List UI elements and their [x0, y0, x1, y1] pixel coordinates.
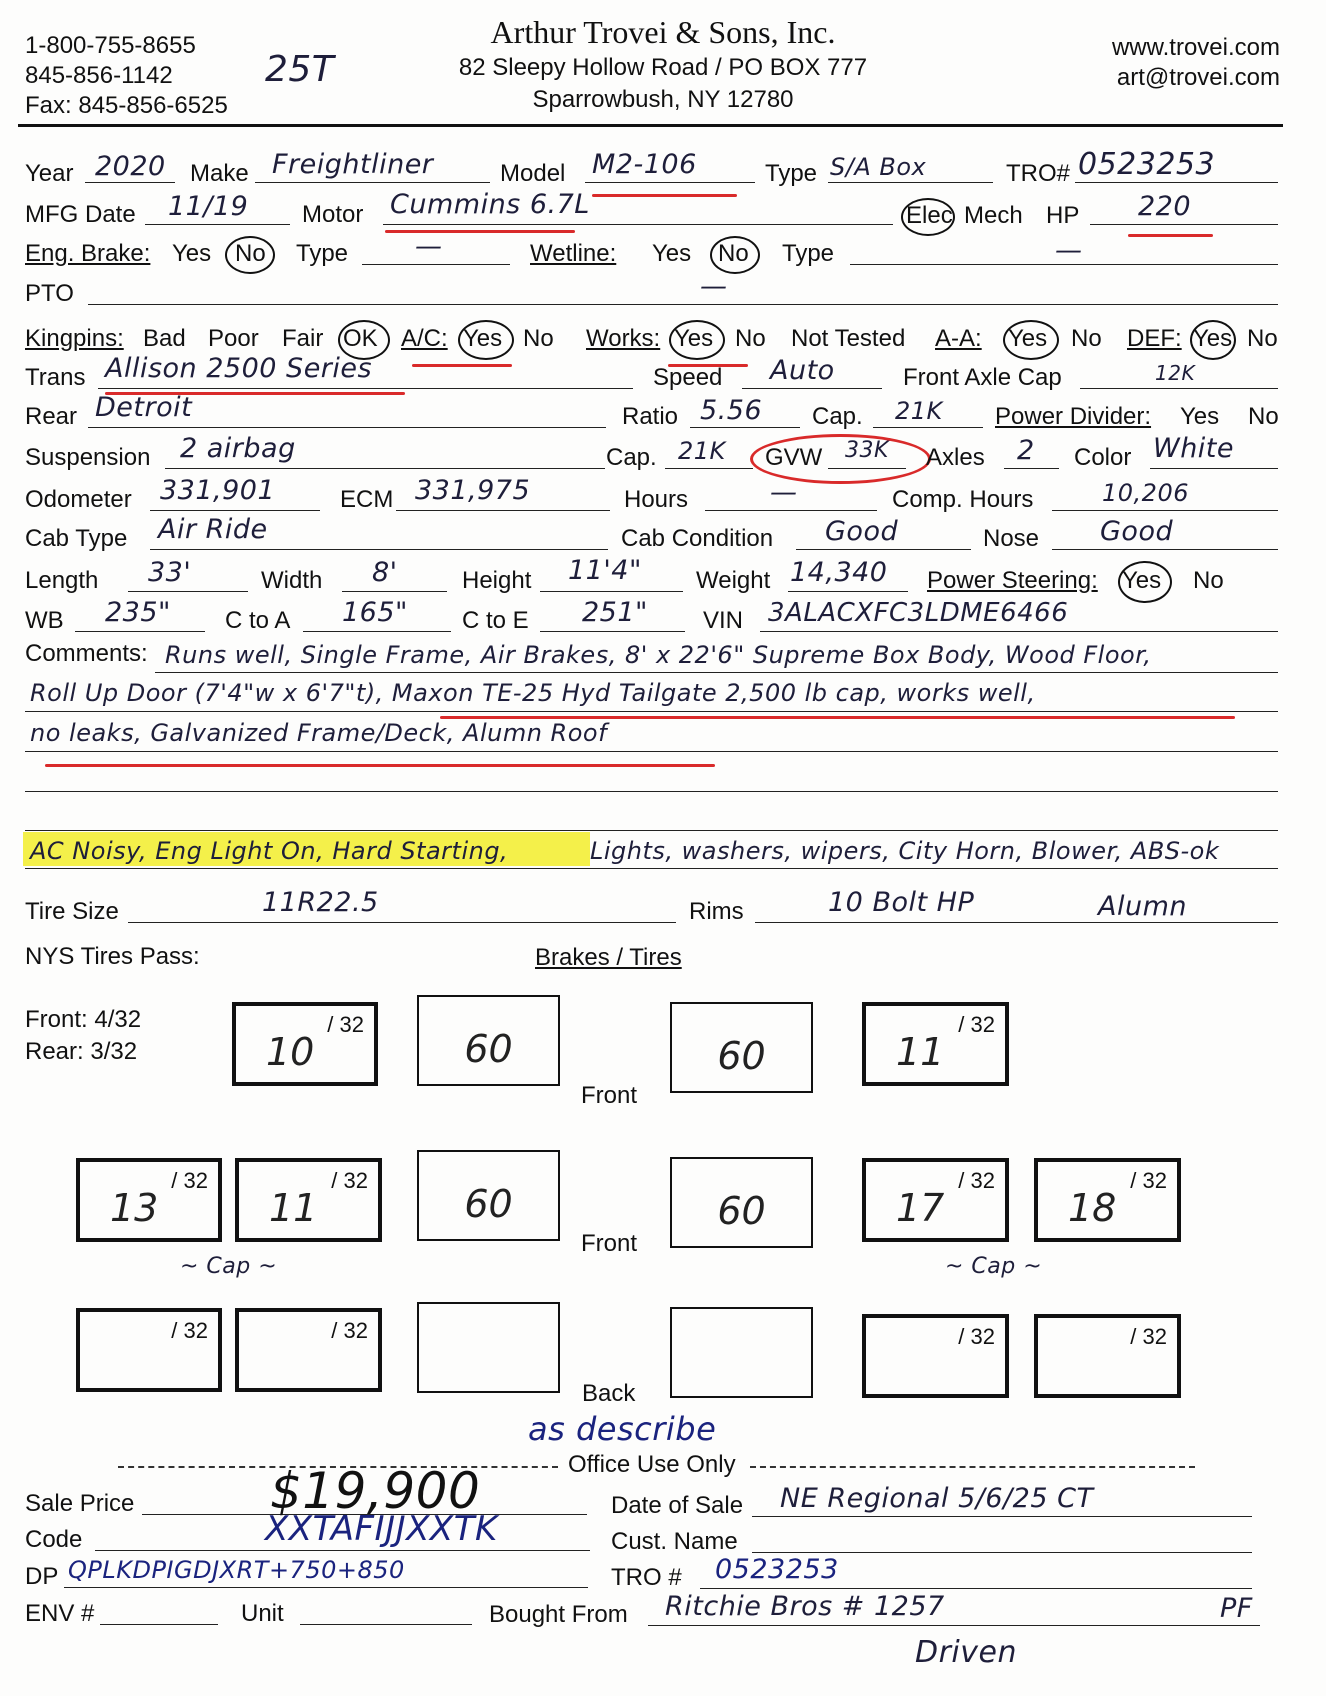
type-field[interactable] — [828, 182, 993, 183]
gvw-value: 33K — [845, 438, 889, 463]
front-axle-cap-label: Front Axle Cap — [903, 364, 1062, 391]
tire-box-row2-outer-right[interactable] — [1034, 1158, 1181, 1242]
make-field[interactable] — [255, 182, 490, 183]
nys-tires-pass-label: NYS Tires Pass: — [25, 943, 200, 970]
pf-initials: PF — [1220, 1593, 1253, 1624]
tread-value: 10 — [266, 1030, 315, 1074]
unit-field[interactable] — [300, 1624, 472, 1625]
brake-box-front-left[interactable] — [417, 995, 560, 1086]
def-no[interactable]: No — [1247, 325, 1278, 352]
tread-unit-label: / 32 — [958, 1324, 995, 1349]
cap-note-left: ~ Cap ~ — [180, 1254, 278, 1279]
ratio-label: Ratio — [622, 403, 679, 430]
hp-field[interactable] — [1090, 224, 1278, 225]
speed-field[interactable] — [742, 388, 882, 389]
mech-option[interactable]: Mech — [964, 202, 1023, 229]
nose-value: Good — [1100, 516, 1174, 547]
sale-price-value: $19,900 — [270, 1462, 481, 1520]
eng-brake-type-field[interactable] — [362, 264, 510, 265]
wetline-type-value: — — [1055, 235, 1083, 266]
tire-box-row3-outer-right[interactable] — [1034, 1314, 1181, 1398]
comments-line-6[interactable] — [25, 868, 1278, 869]
code-value: XXTAFIJJXXTK — [265, 1509, 498, 1549]
power-steering-no[interactable]: No — [1193, 567, 1224, 594]
comments-line-5[interactable] — [25, 830, 1278, 831]
eng-brake-no[interactable]: No — [235, 240, 266, 267]
height-label: Height — [462, 567, 532, 594]
company-address-1: 82 Sleepy Hollow Road / PO BOX 777 — [458, 54, 868, 81]
rims-type-value: Alumn — [1098, 891, 1187, 922]
company-address-2: Sparrowbush, NY 12780 — [532, 86, 794, 113]
works-no[interactable]: No — [735, 325, 766, 352]
axles-value: 2 — [1017, 435, 1035, 466]
cab-type-field[interactable] — [150, 549, 608, 550]
color-label: Color — [1074, 444, 1132, 471]
pto-field[interactable] — [88, 304, 1278, 305]
width-label: Width — [261, 567, 323, 594]
kingpins-poor[interactable]: Poor — [208, 325, 259, 352]
office-use-only-heading: Office Use Only — [568, 1451, 736, 1478]
dp-field[interactable] — [64, 1587, 588, 1588]
c-to-a-field[interactable] — [303, 631, 451, 632]
mfg-date-label: MFG Date — [25, 201, 136, 228]
type-label: Type — [765, 160, 818, 187]
tire-box-row2-inner-left[interactable] — [235, 1158, 382, 1242]
rear-tread-spec: Rear: 3/32 — [25, 1038, 138, 1065]
red-underline-hp — [1128, 234, 1213, 237]
power-divider-yes[interactable]: Yes — [1180, 403, 1220, 430]
width-value: 8' — [372, 557, 398, 588]
front-axle-cap-value: 12K — [1155, 361, 1196, 385]
ac-label: A/C: — [401, 325, 448, 352]
brake-box-row3-right[interactable] — [670, 1307, 813, 1398]
type-value: S/A Box — [830, 153, 927, 181]
unit-label: Unit — [241, 1600, 284, 1627]
year-label: Year — [25, 160, 74, 187]
length-field[interactable] — [128, 591, 248, 592]
c-to-e-field[interactable] — [540, 631, 685, 632]
cab-type-value: Air Ride — [158, 514, 268, 545]
power-steering-yes[interactable]: Yes — [1122, 567, 1162, 594]
tro-label: TRO# — [1006, 160, 1071, 187]
tread-unit-label: / 32 — [171, 1318, 208, 1343]
as-described-note: as describe — [528, 1410, 717, 1448]
red-underline-model — [592, 194, 737, 197]
brake-value: 60 — [464, 1182, 513, 1226]
tire-size-label: Tire Size — [25, 898, 119, 925]
cab-condition-field[interactable] — [796, 549, 971, 550]
def-yes[interactable]: Yes — [1193, 325, 1233, 352]
trans-label: Trans — [25, 364, 86, 391]
eng-brake-yes[interactable]: Yes — [172, 240, 212, 267]
kingpins-label: Kingpins: — [25, 325, 124, 352]
brake-box-row3-left[interactable] — [417, 1302, 560, 1393]
trans-value: Allison 2500 Series — [105, 353, 373, 384]
website-link[interactable]: www.trovei.com — [1111, 34, 1280, 61]
tread-unit-label: / 32 — [1130, 1168, 1167, 1193]
vin-value: 3ALACXFC3LDME6466 — [768, 598, 1069, 628]
c-to-e-value: 251" — [582, 597, 648, 628]
bought-from-value: Ritchie Bros # 1257 — [665, 1591, 945, 1622]
brake-value: 60 — [717, 1189, 766, 1233]
hp-label: HP — [1046, 202, 1080, 229]
nose-field[interactable] — [1052, 549, 1278, 550]
date-of-sale-field[interactable] — [752, 1516, 1252, 1517]
hours-value: — — [770, 477, 798, 508]
ac-no[interactable]: No — [523, 325, 554, 352]
kingpins-ok[interactable]: OK — [343, 325, 378, 352]
pto-label: PTO — [25, 280, 74, 307]
nose-label: Nose — [983, 525, 1040, 552]
mfg-date-field[interactable] — [145, 224, 290, 225]
tread-unit-label: / 32 — [958, 1168, 995, 1193]
tire-box-front-right[interactable] — [862, 1002, 1009, 1086]
mfg-date-value: 11/19 — [168, 191, 249, 222]
odometer-label: Odometer — [25, 486, 132, 513]
works-not-tested[interactable]: Not Tested — [791, 325, 906, 352]
rear-value: Detroit — [95, 392, 193, 423]
wb-value: 235" — [105, 597, 171, 628]
vin-field[interactable] — [760, 631, 1278, 632]
rims-value: 10 Bolt HP — [828, 887, 975, 918]
color-value: White — [1153, 433, 1235, 464]
hours-field[interactable] — [705, 510, 877, 511]
tread-unit-label: / 32 — [331, 1318, 368, 1343]
office-divider-right — [750, 1466, 1195, 1468]
suspension-label: Suspension — [25, 444, 151, 471]
env-field[interactable] — [100, 1624, 218, 1625]
tro-office-label: TRO # — [611, 1564, 682, 1591]
tro-office-field[interactable] — [700, 1588, 1252, 1589]
height-field[interactable] — [540, 591, 683, 592]
phone-2: 845-856-1142 — [25, 62, 173, 89]
axle-label-back: Back — [582, 1380, 636, 1407]
comments-line-2[interactable] — [25, 711, 1278, 712]
vin-label: VIN — [703, 607, 744, 634]
ecm-value: 331,975 — [415, 475, 531, 506]
odometer-value: 331,901 — [160, 475, 276, 506]
suspension-field[interactable] — [165, 468, 605, 469]
model-label: Model — [500, 160, 566, 187]
comp-hours-field[interactable] — [1052, 510, 1278, 511]
header-rule — [18, 124, 1283, 127]
year-value: 2020 — [95, 151, 166, 182]
kingpins-bad[interactable]: Bad — [143, 325, 186, 352]
rear-cap-label: Cap. — [812, 403, 863, 430]
axle-label-front-2: Front — [581, 1230, 638, 1257]
wetline-label: Wetline: — [530, 240, 617, 267]
elec-option[interactable]: Elec — [906, 202, 953, 229]
weight-field[interactable] — [788, 591, 908, 592]
rear-cap-value: 21K — [895, 397, 943, 425]
tro-field[interactable] — [1075, 182, 1278, 183]
tread-value: 18 — [1068, 1186, 1117, 1230]
weight-value: 14,340 — [790, 557, 888, 588]
ac-yes[interactable]: Yes — [463, 325, 503, 352]
length-value: 33' — [148, 557, 192, 588]
tire-size-field[interactable] — [128, 922, 676, 923]
c-to-a-label: C to A — [225, 607, 291, 634]
tire-box-row2-outer-left[interactable] — [76, 1158, 222, 1242]
tread-value: 13 — [110, 1186, 159, 1230]
red-underline-comment-3 — [45, 764, 715, 767]
model-field[interactable] — [585, 182, 755, 183]
handwritten-code: 25T — [265, 49, 335, 90]
hp-value: 220 — [1138, 191, 1192, 222]
works-yes[interactable]: Yes — [674, 325, 714, 352]
model-value: M2-106 — [592, 149, 697, 180]
motor-field[interactable] — [383, 224, 893, 225]
email-link[interactable]: art@trovei.com — [1116, 64, 1280, 91]
power-divider-no[interactable]: No — [1248, 403, 1279, 430]
front-tread-spec: Front: 4/32 — [25, 1006, 142, 1033]
cab-condition-value: Good — [825, 516, 899, 547]
power-divider-label: Power Divider: — [995, 403, 1152, 430]
motor-label: Motor — [302, 201, 364, 228]
cab-condition-label: Cab Condition — [621, 525, 774, 552]
comments-text-3: no leaks, Galvanized Frame/Deck, Alumn Roof — [30, 719, 608, 747]
phone-1: 1-800-755-8655 — [25, 32, 196, 59]
height-value: 11'4" — [568, 555, 642, 586]
tread-value: 11 — [269, 1186, 318, 1230]
axles-field[interactable] — [1004, 468, 1059, 469]
dp-label: DP — [25, 1563, 59, 1590]
odometer-field[interactable] — [150, 510, 320, 511]
axle-label-front-1: Front — [581, 1082, 638, 1109]
power-steering-label: Power Steering: — [927, 567, 1098, 594]
issues-ok-text: Lights, washers, wipers, City Horn, Blower, ABS-ok — [590, 837, 1220, 865]
motor-value: Cummins 6.7L — [390, 189, 590, 220]
rear-label: Rear — [25, 403, 78, 430]
gvw-label: GVW — [765, 444, 823, 471]
tire-box-front-left[interactable] — [232, 1002, 378, 1086]
aa-label: A-A: — [935, 325, 982, 352]
axles-label: Axles — [926, 444, 985, 471]
tread-value: 11 — [896, 1030, 945, 1074]
trans-field[interactable] — [98, 388, 633, 389]
issues-highlighted-text: AC Noisy, Eng Light On, Hard Starting, — [30, 837, 509, 865]
tro-value: 0523253 — [1078, 147, 1216, 182]
wb-label: WB — [25, 607, 64, 634]
works-label: Works: — [586, 325, 661, 352]
eng-brake-type-label: Type — [296, 240, 349, 267]
weight-label: Weight — [696, 567, 771, 594]
hours-label: Hours — [624, 486, 689, 513]
tire-size-value: 11R22.5 — [262, 887, 379, 918]
tread-unit-label: / 32 — [327, 1012, 364, 1037]
gvw-field[interactable] — [828, 468, 906, 469]
tread-unit-label: / 32 — [171, 1168, 208, 1193]
brake-value: 60 — [464, 1027, 513, 1071]
eng-brake-type-value: — — [415, 231, 443, 262]
brake-box-front-right[interactable] — [670, 1002, 813, 1093]
susp-cap-label: Cap. — [606, 444, 657, 471]
date-of-sale-label: Date of Sale — [611, 1492, 744, 1519]
aa-no[interactable]: No — [1071, 325, 1102, 352]
aa-yes[interactable]: Yes — [1008, 325, 1048, 352]
c-to-a-value: 165" — [342, 597, 408, 628]
rims-field[interactable] — [755, 922, 1278, 923]
front-axle-cap-field[interactable] — [1080, 388, 1278, 389]
def-label: DEF: — [1127, 325, 1182, 352]
cab-type-label: Cab Type — [25, 525, 128, 552]
sale-price-label: Sale Price — [25, 1490, 135, 1517]
tread-unit-label: / 32 — [1130, 1324, 1167, 1349]
brakes-tires-heading: Brakes / Tires — [535, 944, 682, 971]
length-label: Length — [25, 567, 99, 594]
driven-note: Driven — [915, 1635, 1017, 1670]
bought-from-label: Bought From — [489, 1601, 628, 1628]
pto-value: — — [700, 271, 728, 302]
red-underline-ac — [412, 364, 512, 367]
brake-value: 60 — [717, 1034, 766, 1078]
ecm-label: ECM — [340, 486, 394, 513]
wb-field[interactable] — [75, 631, 205, 632]
date-of-sale-value: NE Regional 5/6/25 CT — [780, 1483, 1094, 1514]
comments-line-4[interactable] — [25, 791, 1278, 792]
cust-name-field[interactable] — [752, 1552, 1252, 1553]
comments-line-1[interactable] — [155, 672, 1278, 673]
code-label: Code — [25, 1526, 83, 1553]
suspension-value: 2 airbag — [180, 433, 296, 464]
cap-note-right: ~ Cap ~ — [945, 1254, 1043, 1279]
ratio-field[interactable] — [690, 427, 800, 428]
susp-cap-field[interactable] — [665, 468, 753, 469]
code-field[interactable] — [95, 1550, 590, 1551]
tire-box-row3-inner-right[interactable] — [862, 1314, 1009, 1398]
red-underline-motor — [385, 230, 575, 233]
env-label: ENV # — [25, 1600, 95, 1627]
brake-box-row2-left[interactable] — [417, 1150, 560, 1241]
make-value: Freightliner — [272, 149, 434, 180]
company-name: Arthur Trovei & Sons, Inc. — [490, 14, 836, 50]
tire-box-row3-inner-left[interactable] — [235, 1308, 382, 1392]
ratio-value: 5.56 — [700, 395, 763, 426]
tire-box-row2-inner-right[interactable] — [862, 1158, 1009, 1242]
year-field[interactable] — [85, 182, 175, 183]
color-field[interactable] — [1150, 468, 1278, 469]
tread-value: 17 — [896, 1186, 945, 1230]
tread-unit-label: / 32 — [958, 1012, 995, 1037]
comments-text-2: Roll Up Door (7'4"w x 6'7"t), Maxon TE-25 Hyd Tailgate 2,500 lb cap, works well, — [30, 679, 1036, 707]
susp-cap-value: 21K — [678, 437, 726, 465]
width-field[interactable] — [342, 591, 447, 592]
eng-brake-label: Eng. Brake: — [25, 240, 151, 267]
wetline-type-label: Type — [782, 240, 835, 267]
tire-box-row3-outer-left[interactable] — [76, 1308, 222, 1392]
ecm-field[interactable] — [396, 510, 610, 511]
dp-value: QPLKDPIGDJXRT+750+850 — [68, 1556, 405, 1584]
cust-name-label: Cust. Name — [611, 1528, 738, 1555]
speed-label: Speed — [653, 364, 723, 391]
brake-box-row2-right[interactable] — [670, 1157, 813, 1248]
rims-label: Rims — [689, 898, 744, 925]
wetline-no[interactable]: No — [718, 240, 749, 267]
comments-label: Comments: — [25, 640, 148, 667]
speed-value: Auto — [770, 355, 835, 386]
fax-number: Fax: 845-856-6525 — [25, 92, 228, 119]
comments-text-1: Runs well, Single Frame, Air Brakes, 8' x 22'6" Supreme Box Body, Wood Floor, — [165, 641, 1152, 669]
make-label: Make — [190, 160, 249, 187]
comments-line-3[interactable] — [25, 751, 1278, 752]
c-to-e-label: C to E — [462, 607, 529, 634]
bought-from-field[interactable] — [648, 1625, 1260, 1626]
tro-office-value: 0523253 — [715, 1554, 839, 1585]
rear-cap-field[interactable] — [873, 427, 983, 428]
comp-hours-value: 10,206 — [1102, 479, 1189, 507]
tread-unit-label: / 32 — [331, 1168, 368, 1193]
kingpins-fair[interactable]: Fair — [282, 325, 324, 352]
comp-hours-label: Comp. Hours — [892, 486, 1034, 513]
wetline-yes[interactable]: Yes — [652, 240, 692, 267]
rear-field[interactable] — [88, 427, 606, 428]
